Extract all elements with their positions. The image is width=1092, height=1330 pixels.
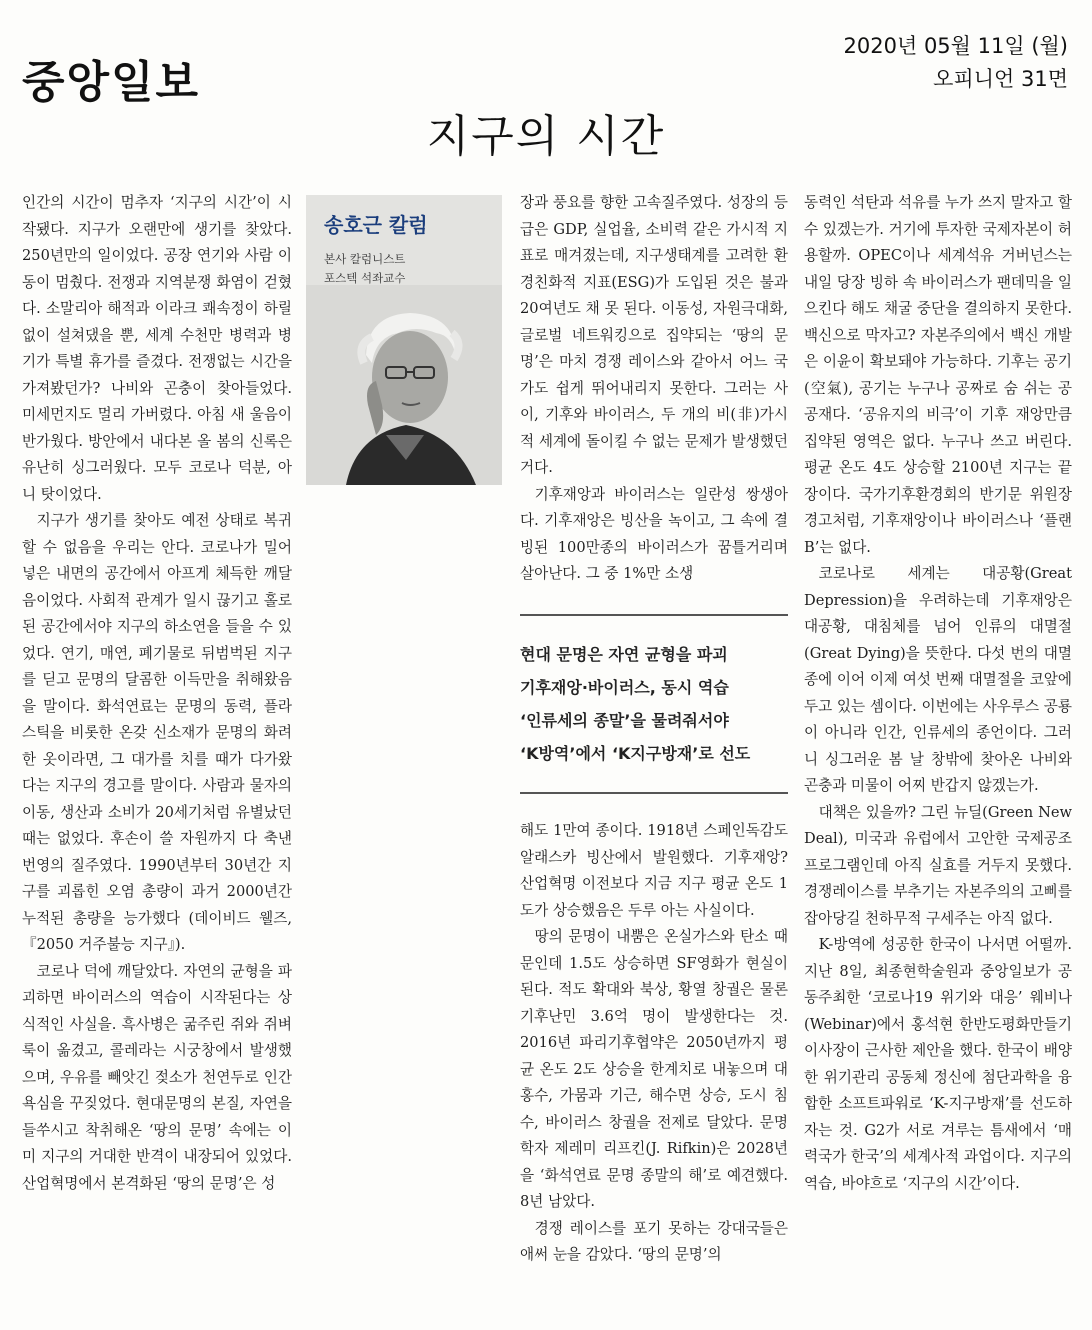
role-line: 포스텍 석좌교수 — [324, 271, 406, 285]
pull-quote-line: ‘K방역’에서 ‘K지구방재’로 선도 — [520, 744, 751, 763]
paragraph: 인간의 시간이 멈추자 ‘지구의 시간’이 시작됐다. 지구가 오랜만에 생기를 찾았다. 250년만의 일이었다. 공장 연기와 사람 이동이 멈췄다. 전쟁과 지역분쟁 화염이 걷혔다. 소말리아 해적과 이라크 쾌속정이 하릴없이 설쳐댔을 뿐, 세계 수천만 병력과 병기가 특별 휴가를 즐겼다. 전쟁없는 시간을 가져봤던가? 나비와 곤충이 찾아들었다. 미세먼지도 멀리 가버렸다. 아침 새 울음이 반가웠다. 방안에서 내다본 올 봄의 신록은 유난히 싱그러웠다. 모두 코로나 덕분, 아니 탓이었다. — [22, 194, 292, 503]
paragraph: 땅의 문명이 내뿜은 온실가스와 탄소 때문인데 1.5도 상승하면 SF영화가 현실이 된다. 적도 확대와 북상, 황열 창궐은 물론 기후난민 3.6억 명이 발생한다는 것. 2016년 파리기후협약은 2050년까지 평균 온도 2도 상승을 한계치로 내놓으며 대홍수, 가뭄과 기근, 해수면 상승, 도시 침수, 바이러스 창궐을 전제로 달았다. 문명학자 제레미 리프킨(J. Rifkin)은 2028년을 ‘화석연료 문명 종말의 해’로 예견했다. 8년 남았다. — [520, 928, 788, 1210]
paragraph: 해도 1만여 종이다. 1918년 스페인독감도 알래스카 빙산에서 발원했다. 기후재앙? 산업혁명 이전보다 지금 지구 평균 온도 1도가 상승했음은 두루 아는 사실이다. — [520, 822, 788, 919]
article-headline: 지구의 시간 — [426, 111, 666, 162]
article-column-2-bottom — [520, 818, 788, 1269]
newspaper-masthead: 중앙일보 — [22, 57, 201, 108]
pull-quote-line: 기후재앙·바이러스, 동시 역습 — [520, 678, 729, 697]
paragraph: 대책은 있을까? 그린 뉴딜(Green New Deal), 미국과 유럽에서 고안한 국제공조 프로그램인데 아직 실효를 거두지 못했다. 경쟁레이스를 부추기는 자본주의의 고삐를 잡아당길 천하무적 구세주는 아직 없다. — [804, 803, 1072, 927]
article-column-3 — [804, 190, 1072, 1197]
paragraph: 경쟁 레이스를 포기 못하는 강대국들은 애써 눈을 감았다. ‘땅의 문명’의 — [520, 1219, 788, 1263]
column-name: 송호근 칼럼 — [324, 213, 428, 237]
paragraph: K-방역에 성공한 한국이 나서면 어떨까. 지난 8일, 최종현학술원과 중앙일보가 공동주최한 ‘코로나19 위기와 대응’ 웨비나(Webinar)에서 홍석현 한반도평화만들기 이사장이 근사한 제안을 했다. 한국이 배양한 위기관리 공동체 정신에 첨단과학을 융합한 소프트파워로 ‘K-지구방재’를 선도하자는 것. G2가 서로 겨루는 틈새에서 ‘매력국가 한국’의 세계사적 과업이다. 지구의 역습, 바야흐로 ‘지구의 시간’이다. — [804, 936, 1072, 1192]
paragraph: 코로나로 세계는 대공황(Great Depression)을 우려하는데 기후재앙은 대공황, 대침체를 넘어 인류의 대멸절(Great Dying)을 뜻한다. 다섯 번의 대멸종에 이어 이제 여섯 번째 대멸절을 코앞에 두고 있는 셈이다. 이번에는 사우루스 공룡이 아니라 인간, 인류세의 종언이다. 그러니 싱그러운 봄 날 창밖에 찾아온 나비와 곤충과 미물이 어찌 반갑지 않겠는가. — [804, 565, 1072, 794]
pull-quote-box — [520, 614, 788, 794]
divider — [520, 614, 788, 616]
pull-quote-line: 현대 문명은 자연 균형을 파괴 — [520, 645, 728, 664]
pull-quote-line: ‘인류세의 종말’을 물려줘서야 — [520, 711, 729, 730]
paragraph: 코로나 덕에 깨달았다. 자연의 균형을 파괴하면 바이러스의 역습이 시작된다는 상식적인 사실을. 흑사병은 굶주린 쥐와 쥐벼룩이 옮겼고, 콜레라는 시궁창에서 발생했으며, 우유를 빼앗긴 젖소가 천연두로 인간 욕심을 꾸짖었다. 현대문명의 본질, 자연을 들쑤시고 착취해온 ‘땅의 문명’ 속에는 이미 지구의 거대한 반격이 내장되어 있었다. 산업혁명에서 본격화된 ‘땅의 문명’은 성 — [22, 962, 292, 1192]
columnist-profile — [306, 195, 502, 485]
paragraph: 지구가 생기를 찾아도 예전 상태로 복귀할 수 없음을 우리는 안다. 코로나가 밀어 넣은 내면의 공간에서 아프게 체득한 깨달음이었다. 사회적 관계가 일시 끊기고 홀로된 공간에서야 지구의 하소연을 들을 수 있었다. 연기, 매연, 폐기물로 뒤범벅된 지구를 딛고 문명의 달콤한 이득만을 취해왔음을 말이다. 화석연료는 문명의 동력, 플라스틱을 비롯한 온갖 신소재가 문명의 화려한 옷이라면, 그 대가를 치를 때가 다가왔다는 지구의 경고를 말이다. 사람과 물자의 이동, 생산과 소비가 20세기처럼 유별났던 때는 없었다. 후손이 쓸 자원까지 다 축낸 번영의 질주였다. 1990년부터 30년간 지구를 괴롭힌 오염 총량이 과거 2000년간 누적된 총량을 능가했다 (데이비드 웰즈, 『2050 거주불능 지구』). — [22, 512, 292, 953]
article-column-1 — [22, 190, 292, 1197]
divider — [520, 792, 788, 794]
paragraph: 장과 풍요를 향한 고속질주였다. 성장의 등급은 GDP, 실업율, 소비력 같은 가시적 지표로 매겨졌는데, 지구생태계를 고려한 환경친화적 지표(ESG)가 도입된 것은 불과 20여년도 채 못 된다. 이동성, 자원극대화, 글로벌 네트워킹으로 집약되는 ‘땅의 문명’은 마치 경쟁 레이스와 같아서 어느 국가도 쉽게 뛰어내리지 못한다. 그러는 사이, 기후와 바이러스, 두 개의 비(非)가시적 세계에 돌이킬 수 없는 문제가 발생했던 거다. — [520, 194, 788, 476]
publication-date — [844, 30, 1068, 96]
section-page-line: 오피니언 31면 — [933, 67, 1068, 91]
role-line: 본사 칼럼니스트 — [324, 252, 406, 266]
paragraph: 기후재앙과 바이러스는 일란성 쌍생아다. 기후재앙은 빙산을 녹이고, 그 속에 결빙된 100만종의 바이러스가 꿈틀거리며 살아난다. 그 중 1%만 소생 — [520, 485, 788, 582]
paragraph: 동력인 석탄과 석유를 누가 쓰지 말자고 할 수 있겠는가. 거기에 투자한 국제자본이 허용할까. OPEC이나 세계석유 거버넌스는 내일 당장 빙하 속 바이러스가 팬데믹을 일으킨다 해도 채굴 중단을 결의하지 못한다. 백신으로 막자고? 자본주의에서 백신 개발은 이윤이 확보돼야 가능하다. 기후는 공기(空氣), 공기는 누구나 공짜로 숨 쉬는 공공재다. ‘공유지의 비극’이 기후 재앙만큼 집약된 영역은 없다. 누구나 쓰고 버린다. 평균 온도 4도 상승할 2100년 지구는 끝장이다. 국가기후환경회의 반기문 위원장 경고처럼, 기후재앙이나 바이러스나 ‘플랜 B’는 없다. — [804, 194, 1072, 556]
article-column-2-top — [520, 190, 788, 588]
columnist-portrait — [306, 285, 502, 485]
columnist-role — [324, 250, 405, 288]
date-line: 2020년 05월 11일 (월) — [843, 34, 1068, 58]
